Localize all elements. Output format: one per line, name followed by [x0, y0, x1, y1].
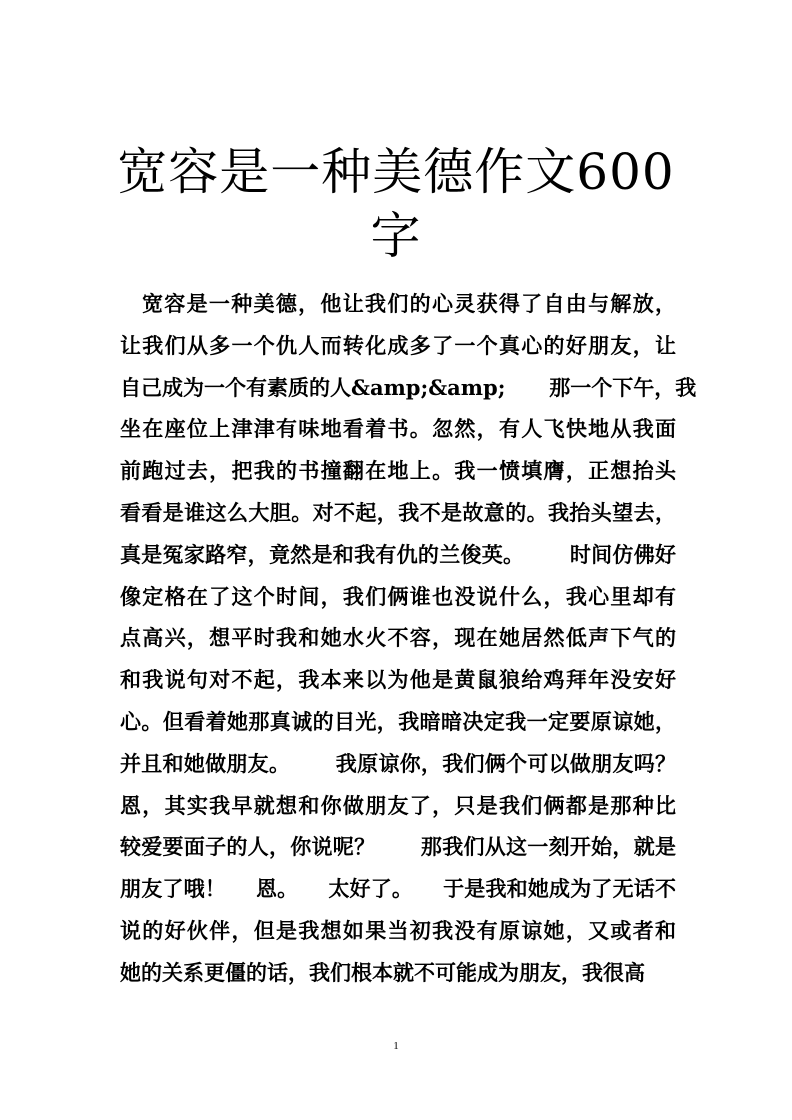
text-line: 让我们从多一个仇人而转化成多了一个真心的好朋友，让	[120, 332, 676, 358]
page-number: 1	[393, 1040, 399, 1052]
text-line: 真是冤家路窄，竟然是和我有仇的兰俊英。 时间仿佛好	[120, 541, 676, 567]
text-line: 坐在座位上津津有味地看着书。忽然，有人飞快地从我面	[120, 416, 676, 442]
text-line: 点高兴，想平时我和她水火不容，现在她居然低声下气的	[120, 625, 676, 651]
title-line-2: 字	[370, 207, 422, 265]
text-line: 并且和她做朋友。 我原谅你，我们俩个可以做朋友吗？	[120, 750, 676, 776]
text-line: 自己成为一个有素质的人&amp;&amp; 那一个下午，我	[120, 374, 697, 400]
essay-body	[120, 283, 697, 994]
text-line: 像定格在了这个时间，我们俩谁也没说什么，我心里却有	[120, 583, 676, 609]
text-line: 说的好伙伴，但是我想如果当初我没有原谅她，又或者和	[120, 917, 676, 943]
text-line: 前跑过去，把我的书撞翻在地上。我一愤填膺，正想抬头	[120, 458, 676, 484]
text-line: 恩，其实我早就想和你做朋友了，只是我们俩都是那种比	[120, 792, 676, 818]
text-line: 宽容是一种美德，他让我们的心灵获得了自由与解放，	[142, 291, 676, 316]
text-line: 和我说句对不起，我本来以为他是黄鼠狼给鸡拜年没安好	[120, 667, 676, 693]
page-title	[60, 140, 732, 268]
title-line-1: 宽容是一种美德作文600	[117, 143, 675, 201]
text-line: 她的关系更僵的话，我们根本就不可能成为朋友，我很高	[120, 959, 645, 985]
text-line: 较爱要面子的人，你说呢？ 那我们从这一刻开始，就是	[120, 834, 676, 860]
text-line: 看看是谁这么大胆。对不起，我不是故意的。我抬头望去，	[120, 499, 676, 525]
text-line: 朋友了哦！ 恩。 太好了。 于是我和她成为了无话不	[120, 876, 676, 902]
text-line: 心。但看着她那真诚的目光，我暗暗决定我一定要原谅她，	[120, 708, 676, 734]
